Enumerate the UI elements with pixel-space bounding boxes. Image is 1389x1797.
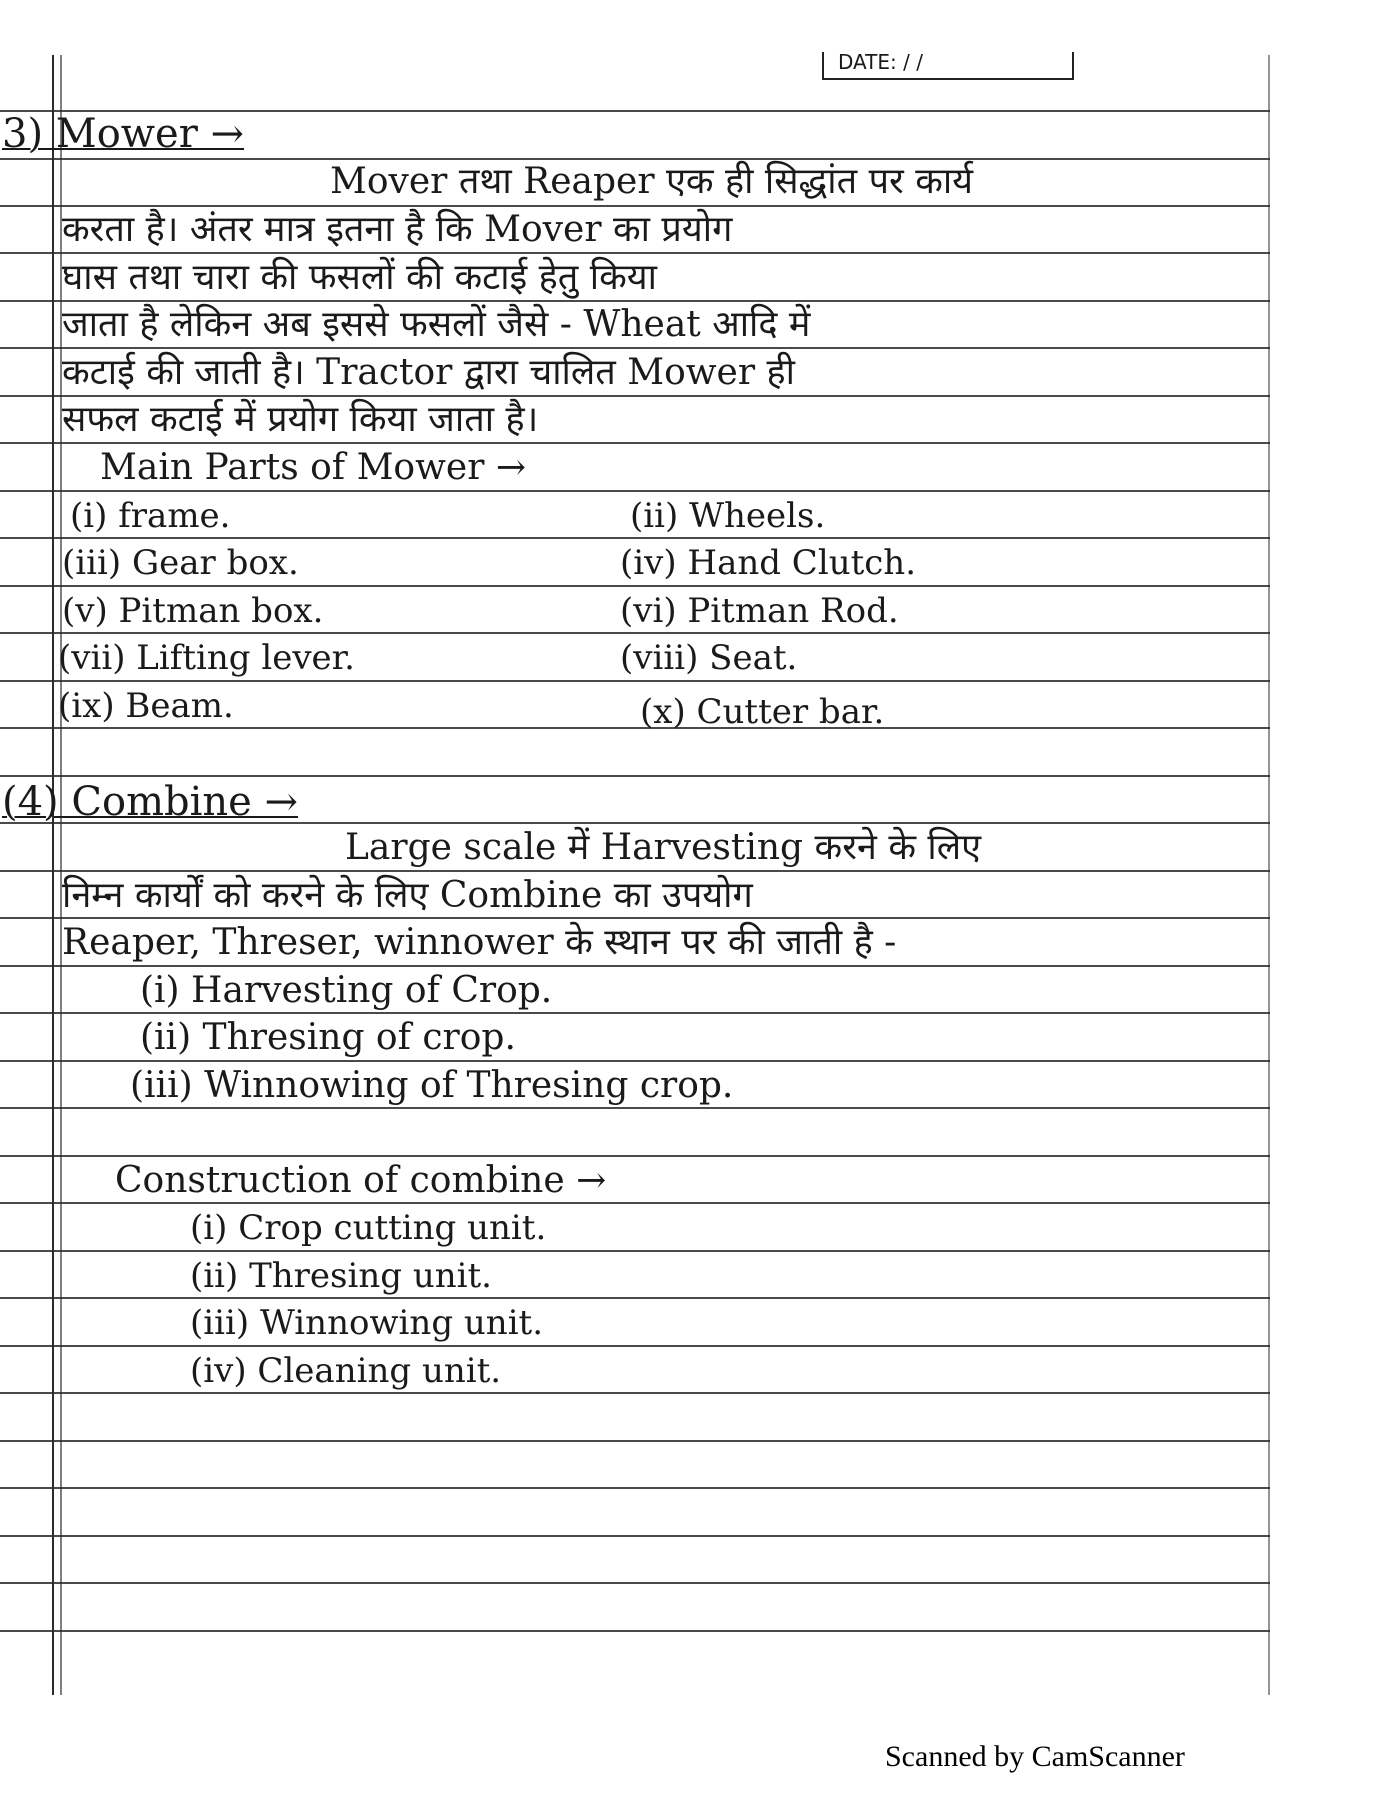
- combine-function: (iii) Winnowing of Thresing crop.: [130, 1065, 734, 1106]
- mower-part: (vi) Pitman Rod.: [620, 591, 899, 631]
- mower-paragraph-line: जाता है लेकिन अब इससे फसलों जैसे - Wheat आदि में: [62, 304, 811, 345]
- combine-function: (ii) Thresing of crop.: [140, 1017, 516, 1058]
- mower-paragraph-line: सफल कटाई में प्रयोग किया जाता है।: [62, 399, 539, 440]
- date-field: DATE: / /: [822, 52, 1074, 80]
- combine-function: (i) Harvesting of Crop.: [140, 970, 553, 1011]
- combine-paragraph-line: Reaper, Threser, winnower के स्थान पर की जाती है -: [62, 922, 897, 963]
- mower-part: (i) frame.: [70, 496, 231, 536]
- combine-heading: (4) Combine →: [2, 779, 299, 825]
- mower-part: (v) Pitman box.: [62, 591, 324, 631]
- combine-paragraph-line: Large scale में Harvesting करने के लिए: [345, 827, 982, 868]
- mower-paragraph-line: Mover तथा Reaper एक ही सिद्धांत पर कार्य: [330, 161, 974, 202]
- mower-part: (iii) Gear box.: [62, 543, 299, 583]
- mower-part: (iv) Hand Clutch.: [620, 543, 917, 583]
- mower-parts-heading: Main Parts of Mower →: [100, 447, 527, 488]
- mower-paragraph-line: करता है। अंतर मात्र इतना है कि Mover का प्रयोग: [62, 209, 733, 250]
- mower-part: (ii) Wheels.: [630, 496, 826, 536]
- construction-item: (iv) Cleaning unit.: [190, 1351, 502, 1391]
- combine-paragraph-line: निम्न कार्यों को करने के लिए Combine का उपयोग: [62, 875, 753, 916]
- scanner-watermark: Scanned by CamScanner: [885, 1740, 1185, 1773]
- mower-part: (ix) Beam.: [58, 686, 234, 726]
- construction-heading: Construction of combine →: [115, 1160, 607, 1201]
- mower-paragraph-line: घास तथा चारा की फसलों की कटाई हेतु किया: [62, 257, 657, 298]
- construction-item: (iii) Winnowing unit.: [190, 1303, 544, 1343]
- mower-part: (viii) Seat.: [620, 638, 798, 678]
- mower-heading: 3) Mower →: [2, 111, 245, 157]
- construction-item: (ii) Thresing unit.: [190, 1256, 492, 1296]
- mower-part: (x) Cutter bar.: [640, 692, 885, 732]
- mower-part: (vii) Lifting lever.: [58, 638, 355, 678]
- construction-item: (i) Crop cutting unit.: [190, 1208, 547, 1248]
- mower-paragraph-line: कटाई की जाती है। Tractor द्वारा चालित Mower ही: [62, 352, 795, 393]
